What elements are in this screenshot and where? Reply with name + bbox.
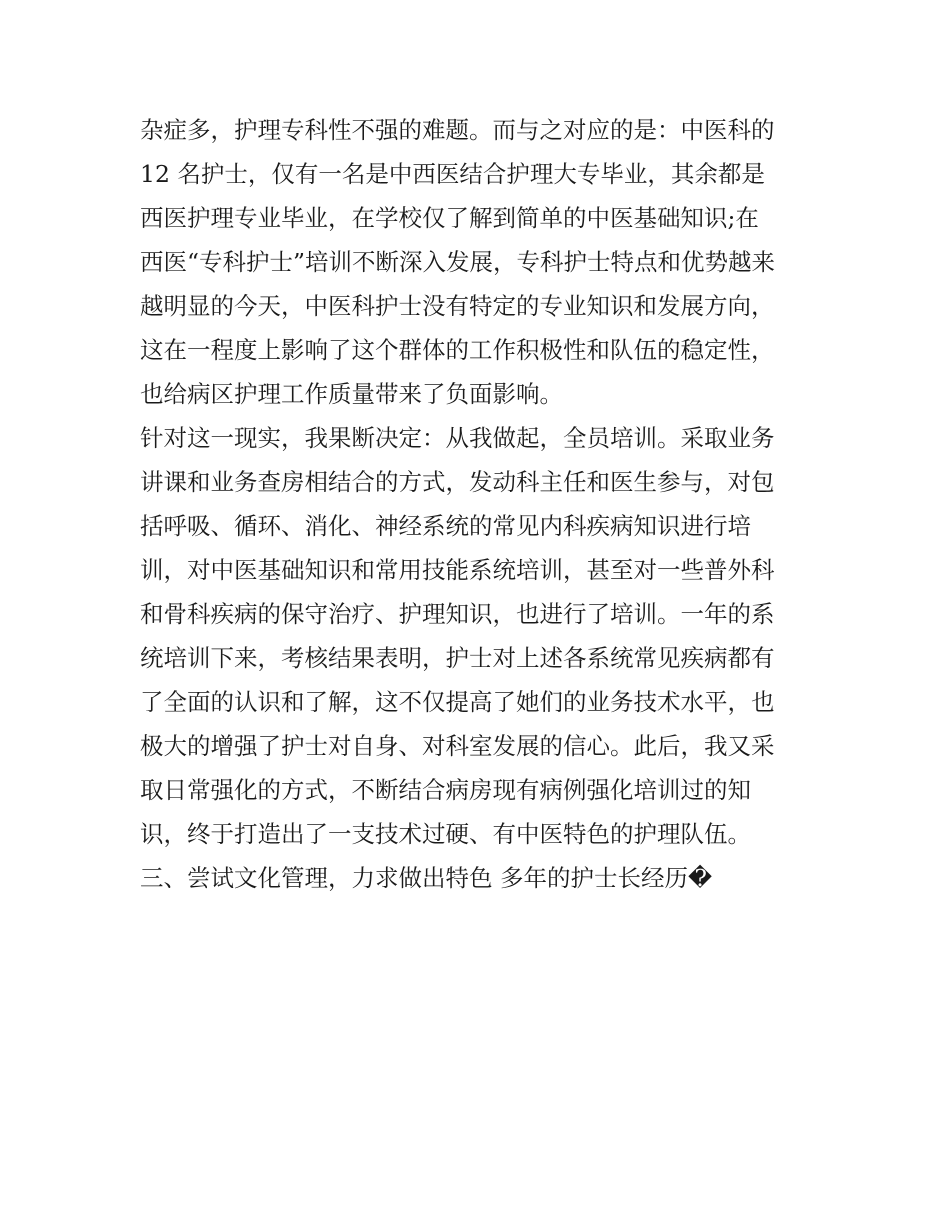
text-line: 这在一程度上影响了这个群体的工作积极性和队伍的稳定性， (140, 336, 775, 364)
text-line: 杂症多，护理专科性不强的难题。而与之对应的是：中医科的 (140, 116, 775, 144)
text-line: 识，终于打造出了一支技术过硬、有中医特色的护理队伍。 (140, 820, 751, 848)
text-line: 括呼吸、循环、消化、神经系统的常见内科疾病知识进行培 (140, 512, 751, 540)
text-line: 训，对中医基础知识和常用技能系统培训，甚至对一些普外科 (140, 556, 775, 584)
text-line: 和骨科疾病的保守治疗、护理知识，也进行了培训。一年的系 (140, 600, 775, 628)
text-line: 针对这一现实，我果断决定：从我做起，全员培训。采取业务 (140, 424, 775, 452)
text-line: 12 名护士，仅有一名是中西医结合护理大专毕业，其余都是 (140, 160, 765, 188)
text-line: 取日常强化的方式，不断结合病房现有病例强化培训过的知 (140, 776, 751, 804)
text-line: 也给病区护理工作质量带来了负面影响。 (140, 380, 563, 408)
text-line: 三、尝试文化管理，力求做出特色 多年的护士长经历� (140, 864, 713, 892)
text-line: 越明显的今天，中医科护士没有特定的专业知识和发展方向， (140, 292, 775, 320)
text-line: 西医护理专业毕业，在学校仅了解到简单的中医基础知识;在 (140, 204, 759, 232)
text-line: 统培训下来，考核结果表明，护士对上述各系统常见疾病都有 (140, 644, 775, 672)
text-line: 西医“专科护士”培训不断深入发展，专科护士特点和优势越来 (140, 248, 776, 276)
text-line: 了全面的认识和了解，这不仅提高了她们的业务技术水平，也 (140, 688, 775, 716)
text-line: 极大的增强了护士对自身、对科室发展的信心。此后，我又采 (140, 732, 775, 760)
text-line: 讲课和业务查房相结合的方式，发动科主任和医生参与，对包 (140, 468, 775, 496)
body-text (140, 108, 820, 900)
